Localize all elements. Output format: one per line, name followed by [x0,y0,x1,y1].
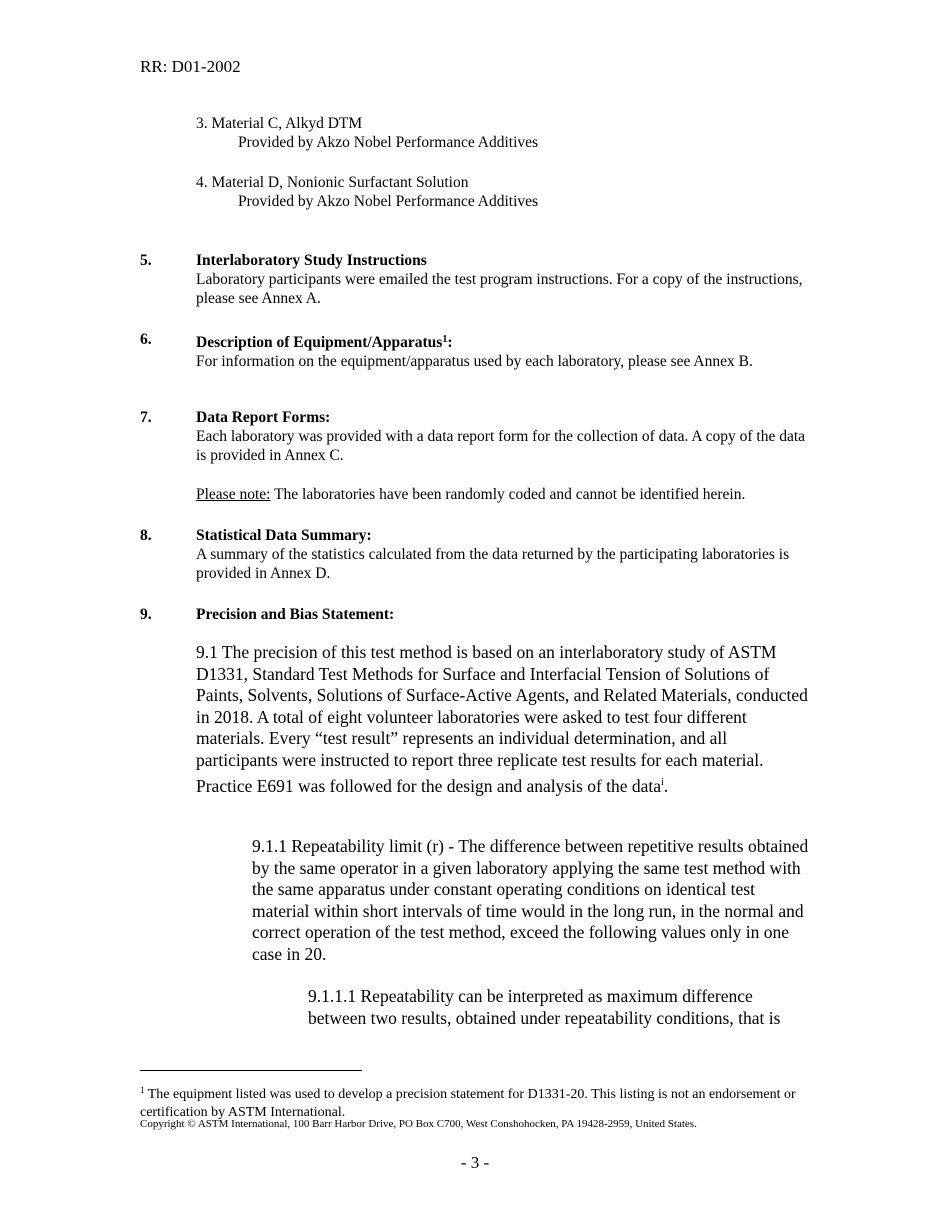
section-number: 9. [140,606,152,623]
note-text: The laboratories have been randomly coded and cannot be identified herein. [270,486,746,503]
copyright-notice: Copyright © ASTM International, 100 Barr Harbor Drive, PO Box C700, West Conshohocken, PA 19428-2959, United States. [140,1118,697,1130]
section-heading: Statistical Data Summary: [196,527,372,544]
section-6 [140,330,810,371]
section-heading: Interlaboratory Study Instructions [196,252,427,269]
footnote-reference: 1 [442,334,448,345]
paragraph-end: . [663,775,669,796]
material-provider: Provided by Akzo Nobel Performance Additives [238,134,539,151]
footnote-text: The equipment listed was used to develop a precision statement for D1331-20. This listing is not an endorsement or certification by ASTM International. [140,1087,796,1120]
heading-suffix: : [447,334,453,351]
footnote-separator [140,1070,362,1071]
section-text: A summary of the statistics calculated from the data returned by the participating laboratories is provided in Annex D. [196,546,790,582]
section-number: 5. [140,252,152,269]
footnote-mark: 1 [140,1085,145,1095]
section-7 [140,408,810,504]
section-number: 6. [140,331,152,348]
paragraph-9-1-1: 9.1.1 Repeatability limit (r) - The difference between repetitive results obtained by the same operator in a given laboratory applying the same test method with the same apparatus under constant operating conditions on identical test material within short intervals of time would in the long run, in the normal and correct operation of the test method, exceed the following values only in one case in 20. [252,836,809,964]
section-text: Each laboratory was provided with a data report form for the collection of data. A copy of the data is provided in Annex C. [196,428,806,464]
footnote [140,1081,800,1122]
material-label: 3. Material C, Alkyd DTM [196,115,363,132]
section-8 [140,526,810,583]
section-9 [140,605,810,624]
section-number: 7. [140,409,152,426]
page-number: - 3 - [460,1153,490,1172]
section-5 [140,251,810,308]
section-heading [196,330,810,352]
material-item-c [196,114,538,152]
section-number: 8. [140,527,152,544]
section-heading: Data Report Forms: [196,409,331,426]
paragraph-text: 9.1 The precision of this test method is based on an interlaboratory study of ASTM D1331, Standard Test Methods for Surface and Interfacial Tension of Solutions of Paints, Solvents, Solutions of Surface-Active Agents, and Related Materials, conducted in 2018. A total of eight volunteer laboratories were asked to test four different materials. Every “test result” represents an individual determination, and all participants were instructed to report three replicate test results for each material. Practice E691 was followed for the design and analysis of the data [196,642,808,796]
section-heading: Precision and Bias Statement: [196,606,395,623]
section-text: For information on the equipment/apparatus used by each laboratory, please see Annex B. [196,353,753,370]
heading-text: Description of Equipment/Apparatus [196,334,443,351]
section-text: Laboratory participants were emailed the test program instructions. For a copy of the instructions, please see Annex A. [196,271,803,307]
note-paragraph [196,485,810,504]
material-item-d [196,173,538,211]
paragraph-9-1 [196,642,810,797]
material-provider: Provided by Akzo Nobel Performance Additives [238,193,539,210]
report-id-header: RR: D01-2002 [140,57,241,76]
note-label: Please note: [196,486,271,503]
endnote-reference: i [661,776,664,788]
paragraph-9-1-1-1: 9.1.1.1 Repeatability can be interpreted as maximum difference between two results, obtained under repeatability conditions, that is [308,986,781,1028]
material-label: 4. Material D, Nonionic Surfactant Solution [196,174,469,191]
